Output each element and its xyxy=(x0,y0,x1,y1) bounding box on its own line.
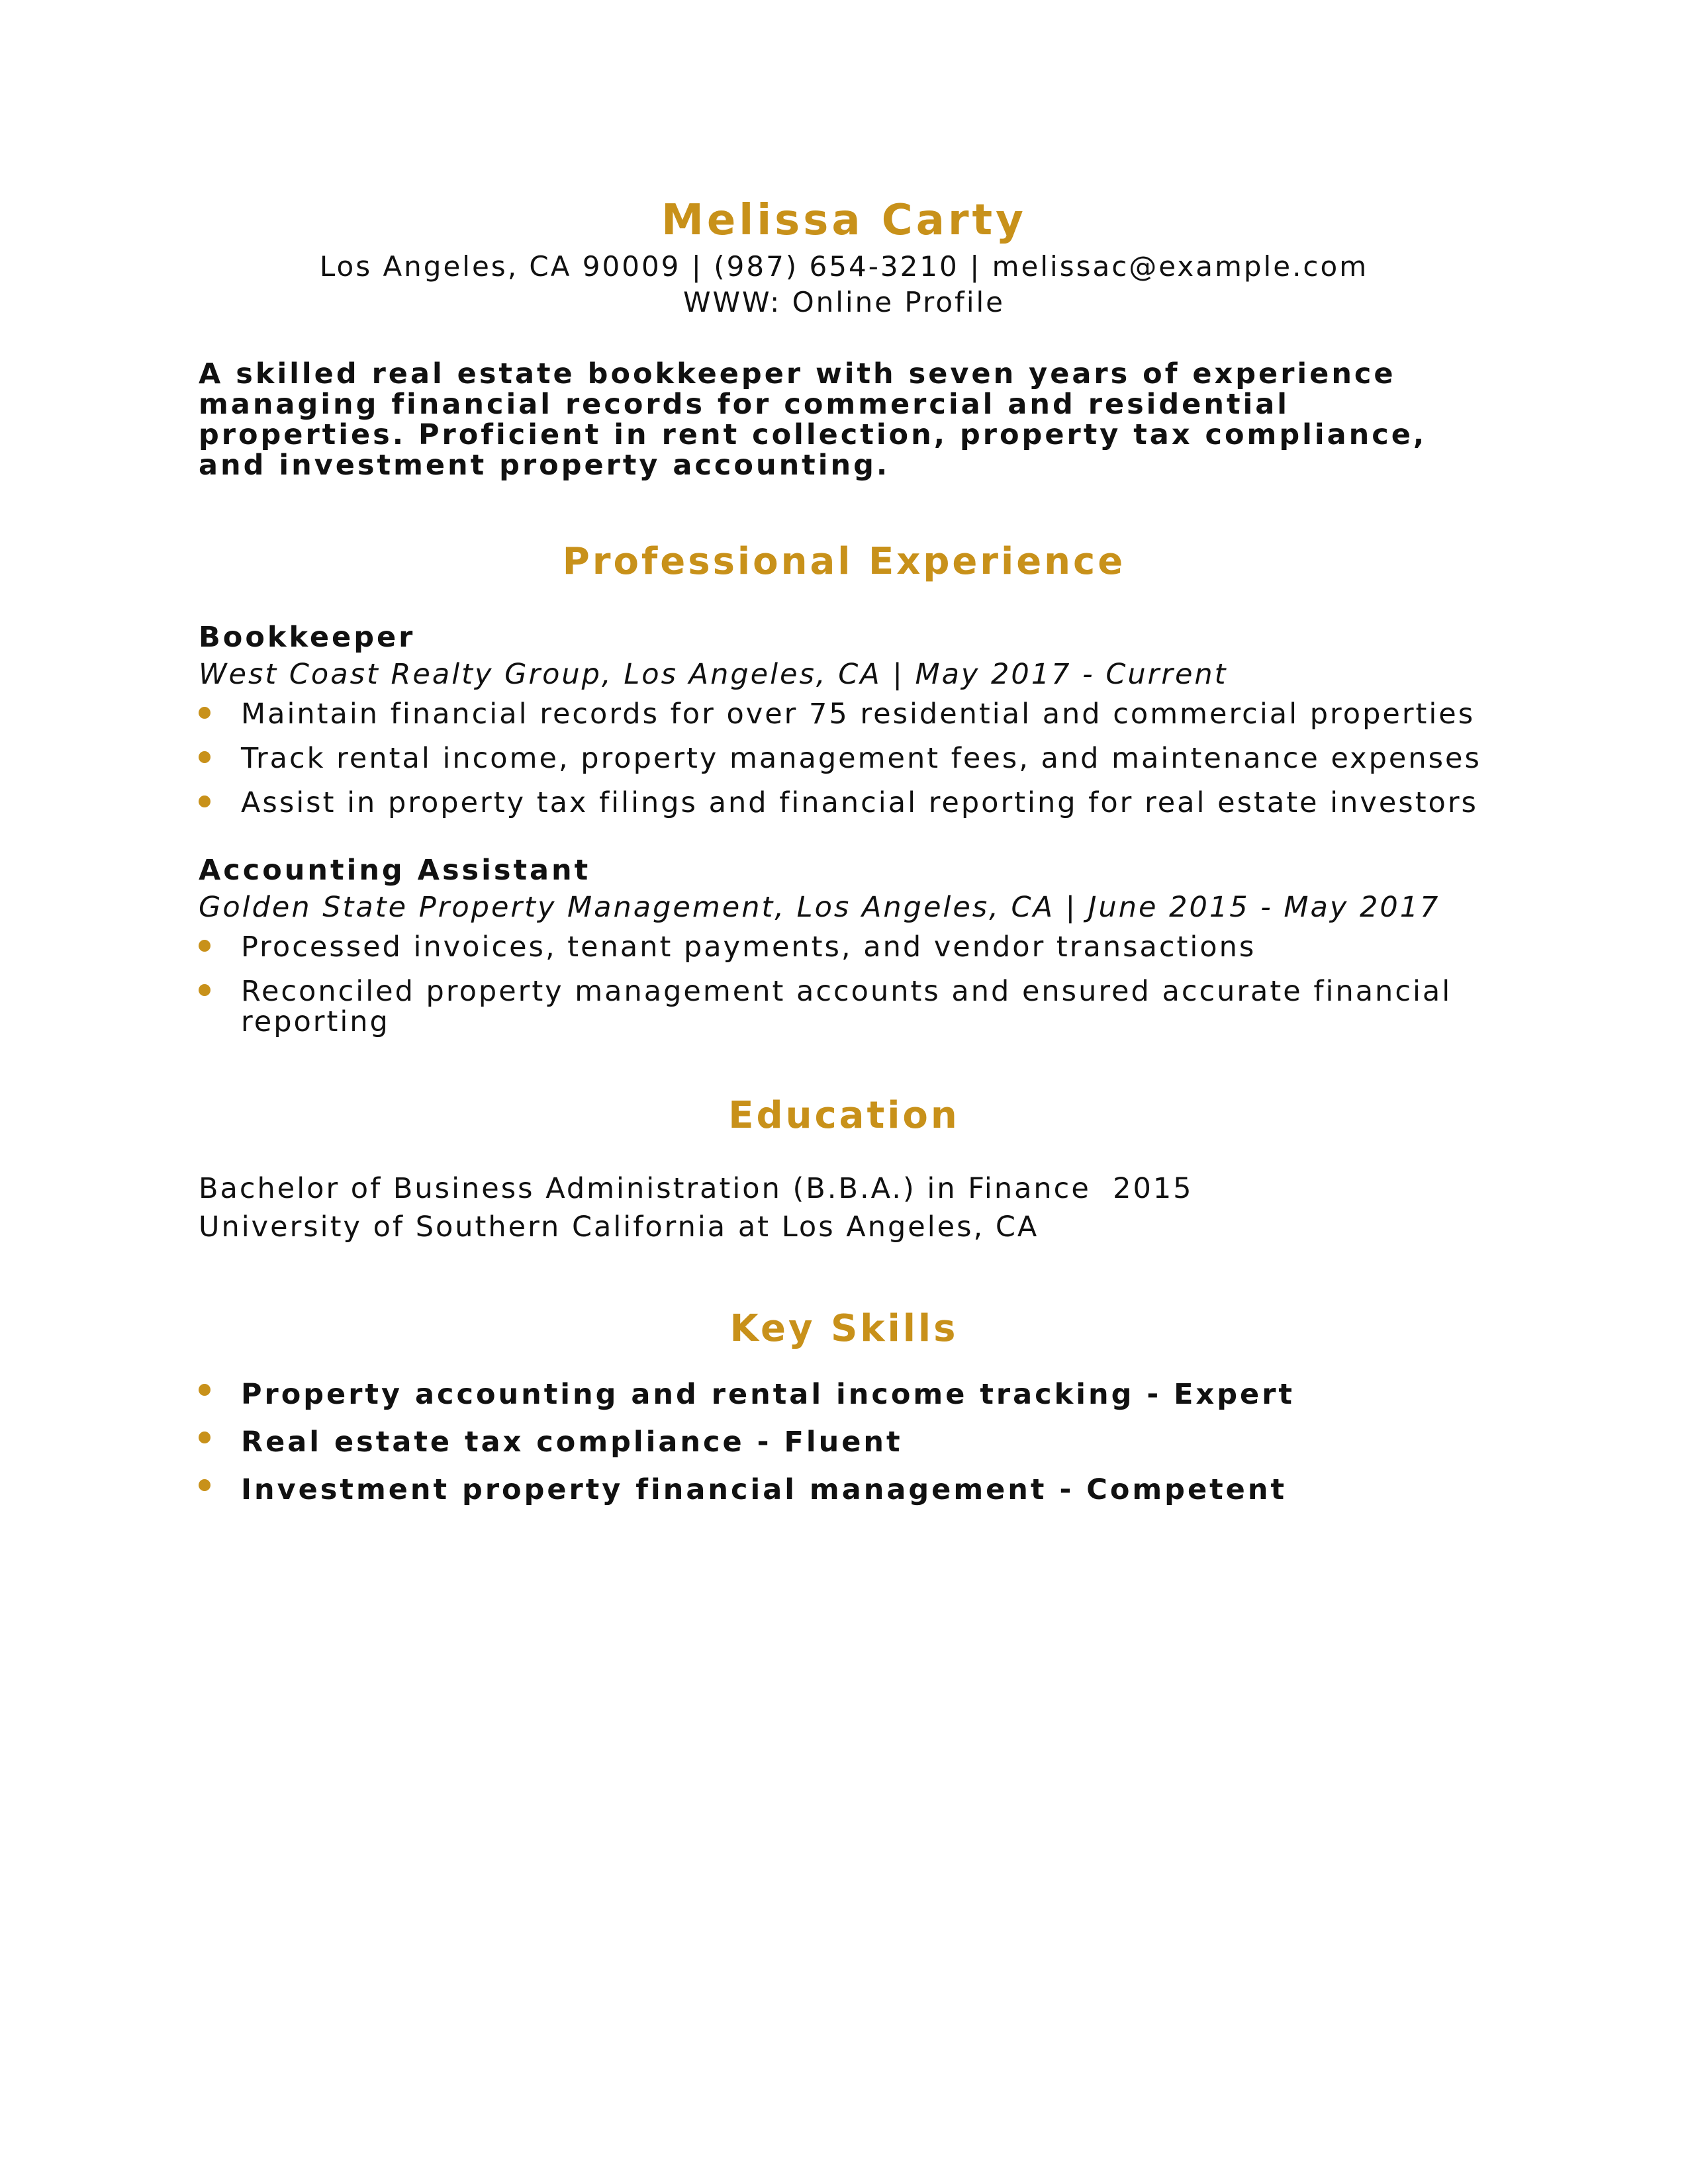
job-entry xyxy=(199,852,1489,1037)
skill-name: Property accounting and rental income tracking xyxy=(241,1378,1135,1411)
degree: Bachelor of Business Administration (B.B.A.) in Finance 2015 xyxy=(199,1172,1194,1205)
skill-item xyxy=(199,1425,1489,1459)
job-duty-item xyxy=(199,788,1489,818)
skill-name: Real estate tax compliance xyxy=(241,1426,745,1459)
candidate-name: Melissa Carty xyxy=(661,196,1027,245)
skill-separator: - xyxy=(744,1426,784,1459)
job-duty-item xyxy=(199,976,1489,1037)
job-employer-dates: West Coast Realty Group, Los Angeles, CA | May 2017 - Current xyxy=(199,658,1228,691)
skill-level: Competent xyxy=(1086,1473,1287,1506)
bullet-icon xyxy=(199,1479,211,1491)
job-duties-list xyxy=(199,699,1489,818)
skill-item xyxy=(199,1473,1489,1507)
bullet-icon xyxy=(199,1384,211,1396)
web-profile-link[interactable]: WWW: Online Profile xyxy=(682,286,1006,318)
job-duty-text: Processed invoices, tenant payments, and vendor transactions xyxy=(241,931,1256,964)
bullet-icon xyxy=(199,984,211,996)
job-duty-text: Reconciled property management accounts and ensured accurate financial reporting xyxy=(241,975,1452,1038)
job-title: Accounting Assistant xyxy=(199,854,591,887)
job-duties-list xyxy=(199,932,1489,1037)
section-title-experience: Professional Experience xyxy=(562,540,1126,583)
bullet-icon xyxy=(199,940,211,952)
job-title: Bookkeeper xyxy=(199,621,416,654)
bullet-icon xyxy=(199,1432,211,1443)
job-duty-item xyxy=(199,932,1489,962)
section-title-skills: Key Skills xyxy=(729,1307,959,1350)
section-title-education: Education xyxy=(728,1094,960,1137)
bullet-icon xyxy=(199,796,211,807)
contact-info: Los Angeles, CA 90009 | (987) 654-3210 | melissac@example.com xyxy=(319,250,1369,283)
skill-level: Fluent xyxy=(784,1426,903,1459)
skill-item xyxy=(199,1377,1489,1412)
education-entry xyxy=(199,1169,1489,1246)
job-duty-text: Track rental income, property management fees, and maintenance expenses xyxy=(241,742,1481,775)
skill-level: Expert xyxy=(1174,1378,1295,1411)
skill-separator: - xyxy=(1134,1378,1174,1411)
resume-page xyxy=(199,192,1489,1520)
job-entry xyxy=(199,619,1489,818)
bullet-icon xyxy=(199,707,211,719)
skills-list xyxy=(199,1377,1489,1507)
professional-summary: A skilled real estate bookkeeper with seven years of experience managing financial records for commercial and residential properties. Proficient in rent collection, property tax compliance, and investment property accounting. xyxy=(199,357,1427,482)
job-duty-item xyxy=(199,743,1489,774)
school: University of Southern California at Los Angeles, CA xyxy=(199,1210,1039,1244)
job-employer-dates: Golden State Property Management, Los Angeles, CA | June 2015 - May 2017 xyxy=(199,891,1440,924)
resume-header xyxy=(199,192,1489,320)
job-duty-text: Maintain financial records for over 75 residential and commercial properties xyxy=(241,698,1476,731)
job-duty-text: Assist in property tax filings and financial reporting for real estate investors xyxy=(241,786,1478,819)
skill-name: Investment property financial management xyxy=(241,1473,1047,1506)
job-duty-item xyxy=(199,699,1489,729)
skill-separator: - xyxy=(1047,1473,1087,1506)
bullet-icon xyxy=(199,751,211,763)
